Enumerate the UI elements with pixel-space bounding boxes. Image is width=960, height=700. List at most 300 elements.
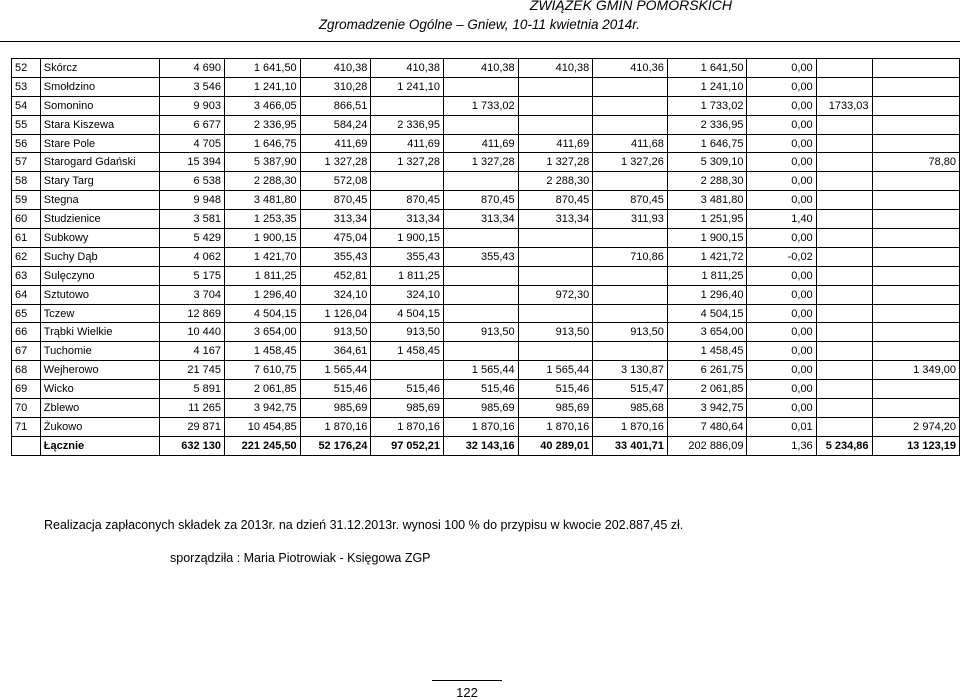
table-cell: 411,69 xyxy=(371,134,444,153)
table-cell: 3 654,00 xyxy=(224,323,300,342)
municipality-name: Studzienice xyxy=(40,210,160,229)
table-cell: 1 327,28 xyxy=(371,153,444,172)
table-cell: 1 251,95 xyxy=(667,210,747,229)
table-cell xyxy=(816,285,872,304)
table-cell: 324,10 xyxy=(371,285,444,304)
table-cell: 4 504,15 xyxy=(224,304,300,323)
page-number: 122 xyxy=(432,680,502,700)
table-cell: 3 546 xyxy=(160,77,225,96)
table-cell: 15 394 xyxy=(160,153,225,172)
table-cell xyxy=(593,77,668,96)
table-cell: -0,02 xyxy=(747,247,816,266)
table-cell: 324,10 xyxy=(300,285,371,304)
municipality-name: Starogard Gdański xyxy=(40,153,160,172)
table-row xyxy=(12,210,960,229)
table-cell xyxy=(816,59,872,78)
table-cell: 313,34 xyxy=(371,210,444,229)
table-cell: 7 610,75 xyxy=(224,361,300,380)
table-cell: 452,81 xyxy=(300,266,371,285)
table-cell: 1 870,16 xyxy=(371,417,444,436)
table-cell: 313,34 xyxy=(518,210,593,229)
table-cell: 3 654,00 xyxy=(667,323,747,342)
table-cell xyxy=(816,323,872,342)
table-cell xyxy=(593,342,668,361)
table-cell: 29 871 xyxy=(160,417,225,436)
table-cell xyxy=(872,229,959,248)
table-cell xyxy=(518,96,593,115)
table-cell xyxy=(872,342,959,361)
table-cell: 4 504,15 xyxy=(371,304,444,323)
table-cell xyxy=(816,361,872,380)
table-cell: 1,36 xyxy=(747,436,816,455)
table-cell: 1 421,70 xyxy=(224,247,300,266)
table-cell: 1 421,72 xyxy=(667,247,747,266)
table-cell: 1,40 xyxy=(747,210,816,229)
table-cell xyxy=(872,134,959,153)
table-row xyxy=(12,153,960,172)
table-cell: 1 349,00 xyxy=(872,361,959,380)
table-cell: 355,43 xyxy=(444,247,519,266)
table-cell: 4 167 xyxy=(160,342,225,361)
table-cell: 2 061,85 xyxy=(224,380,300,399)
table-cell xyxy=(816,417,872,436)
table-cell: 410,38 xyxy=(371,59,444,78)
table-cell: 13 123,19 xyxy=(872,436,959,455)
table-cell: 311,93 xyxy=(593,210,668,229)
table-row xyxy=(12,417,960,436)
table-cell: 1 900,15 xyxy=(371,229,444,248)
table-cell: 2 336,95 xyxy=(224,115,300,134)
table-cell: 5 175 xyxy=(160,266,225,285)
row-number: 65 xyxy=(12,304,41,323)
table-cell xyxy=(444,172,519,191)
table-cell xyxy=(518,229,593,248)
table-cell: 0,00 xyxy=(747,266,816,285)
table-cell: 515,46 xyxy=(371,380,444,399)
table-cell: 0,00 xyxy=(747,96,816,115)
table-row xyxy=(12,285,960,304)
table-cell: 40 289,01 xyxy=(518,436,593,455)
table-cell: 3 481,80 xyxy=(224,191,300,210)
table-cell: 985,69 xyxy=(444,399,519,418)
table-cell: 355,43 xyxy=(371,247,444,266)
table-cell: 4 062 xyxy=(160,247,225,266)
table-cell: 1 646,75 xyxy=(224,134,300,153)
table-cell: 1 733,02 xyxy=(444,96,519,115)
table-cell: 1 870,16 xyxy=(444,417,519,436)
table-cell: 1 870,16 xyxy=(300,417,371,436)
table-cell xyxy=(371,361,444,380)
table-cell xyxy=(444,342,519,361)
table-cell: 0,00 xyxy=(747,172,816,191)
table-cell: 9 903 xyxy=(160,96,225,115)
table-cell xyxy=(518,77,593,96)
org-title: ZWIĄZEK GMIN POMORSKICH xyxy=(529,0,732,13)
municipality-name: Wejherowo xyxy=(40,361,160,380)
row-number: 57 xyxy=(12,153,41,172)
table-cell: 870,45 xyxy=(300,191,371,210)
row-number: 68 xyxy=(12,361,41,380)
municipality-name: Stary Targ xyxy=(40,172,160,191)
table-cell: 310,28 xyxy=(300,77,371,96)
municipality-name: Subkowy xyxy=(40,229,160,248)
table-cell xyxy=(518,304,593,323)
table-cell: 221 245,50 xyxy=(224,436,300,455)
table-cell xyxy=(593,304,668,323)
table-cell: 584,24 xyxy=(300,115,371,134)
table-row xyxy=(12,134,960,153)
table-cell: 411,68 xyxy=(593,134,668,153)
table-row xyxy=(12,59,960,78)
table-cell xyxy=(593,266,668,285)
table-cell xyxy=(444,266,519,285)
table-cell xyxy=(518,342,593,361)
total-row xyxy=(12,436,960,455)
table-cell: 1 900,15 xyxy=(224,229,300,248)
municipality-name: Stegna xyxy=(40,191,160,210)
table-cell: 913,50 xyxy=(518,323,593,342)
table-cell xyxy=(872,323,959,342)
table-cell: 1 565,44 xyxy=(300,361,371,380)
table-cell xyxy=(872,304,959,323)
table-cell: 515,46 xyxy=(300,380,371,399)
table-cell xyxy=(444,285,519,304)
table-cell: 10 454,85 xyxy=(224,417,300,436)
table-cell: 1 811,25 xyxy=(371,266,444,285)
table-cell: 913,50 xyxy=(300,323,371,342)
table-row xyxy=(12,247,960,266)
row-number: 53 xyxy=(12,77,41,96)
payment-note: Realizacja zapłaconych składek za 2013r. na dzień 31.12.2013r. wynosi 100 % do przypisu w kwocie 202.887,45 zł. xyxy=(44,518,684,532)
table-cell: 410,38 xyxy=(444,59,519,78)
table-cell xyxy=(593,96,668,115)
municipality-name: Stare Pole xyxy=(40,134,160,153)
contributions-table xyxy=(11,58,960,456)
table-cell: 913,50 xyxy=(371,323,444,342)
table-cell xyxy=(518,247,593,266)
table-cell: 985,69 xyxy=(518,399,593,418)
row-number xyxy=(12,436,41,455)
table-cell: 5 891 xyxy=(160,380,225,399)
table-cell: 1 900,15 xyxy=(667,229,747,248)
table-cell xyxy=(816,77,872,96)
table-row xyxy=(12,266,960,285)
table-cell: 3 466,05 xyxy=(224,96,300,115)
table-cell: 985,69 xyxy=(300,399,371,418)
municipality-name: Skórcz xyxy=(40,59,160,78)
table-cell: 313,34 xyxy=(444,210,519,229)
table-cell: 12 869 xyxy=(160,304,225,323)
table-cell xyxy=(872,191,959,210)
table-cell xyxy=(816,134,872,153)
table-cell: 1 458,45 xyxy=(224,342,300,361)
table-cell: 0,00 xyxy=(747,77,816,96)
table-cell xyxy=(371,96,444,115)
row-number: 67 xyxy=(12,342,41,361)
table-cell: 1 870,16 xyxy=(518,417,593,436)
table-cell xyxy=(872,59,959,78)
municipality-name: Suchy Dąb xyxy=(40,247,160,266)
table-cell xyxy=(593,172,668,191)
table-row xyxy=(12,342,960,361)
table-cell: 1 241,10 xyxy=(667,77,747,96)
row-number: 70 xyxy=(12,399,41,418)
municipality-name: Sztutowo xyxy=(40,285,160,304)
table-cell: 866,51 xyxy=(300,96,371,115)
table-cell: 0,00 xyxy=(747,229,816,248)
table-cell: 6 261,75 xyxy=(667,361,747,380)
municipality-name: Łącznie xyxy=(40,436,160,455)
table-cell: 5 234,86 xyxy=(816,436,872,455)
table-cell: 0,00 xyxy=(747,380,816,399)
table-cell: 2 336,95 xyxy=(667,115,747,134)
table-cell: 1 296,40 xyxy=(667,285,747,304)
table-cell xyxy=(593,229,668,248)
table-cell: 410,38 xyxy=(518,59,593,78)
table-row xyxy=(12,96,960,115)
row-number: 66 xyxy=(12,323,41,342)
table-cell: 4 690 xyxy=(160,59,225,78)
table-cell: 572,08 xyxy=(300,172,371,191)
table-cell xyxy=(816,153,872,172)
table-row xyxy=(12,229,960,248)
table-cell: 632 130 xyxy=(160,436,225,455)
table-cell: 870,45 xyxy=(444,191,519,210)
table-cell: 3 130,87 xyxy=(593,361,668,380)
table-cell: 411,69 xyxy=(444,134,519,153)
table-cell: 0,00 xyxy=(747,59,816,78)
table-cell: 913,50 xyxy=(593,323,668,342)
table-cell: 1 565,44 xyxy=(444,361,519,380)
municipality-name: Stara Kiszewa xyxy=(40,115,160,134)
table-cell: 21 745 xyxy=(160,361,225,380)
table-cell: 1 327,26 xyxy=(593,153,668,172)
table-cell: 1 126,04 xyxy=(300,304,371,323)
table-cell: 0,00 xyxy=(747,399,816,418)
table-cell xyxy=(816,399,872,418)
table-cell: 3 581 xyxy=(160,210,225,229)
table-cell: 1 241,10 xyxy=(224,77,300,96)
table-body xyxy=(12,59,960,456)
table-row xyxy=(12,399,960,418)
table-cell: 1 458,45 xyxy=(371,342,444,361)
table-cell xyxy=(816,115,872,134)
table-cell: 1 811,25 xyxy=(667,266,747,285)
table-cell: 2 288,30 xyxy=(224,172,300,191)
row-number: 54 xyxy=(12,96,41,115)
table-cell: 1733,03 xyxy=(816,96,872,115)
row-number: 60 xyxy=(12,210,41,229)
table-cell: 4 705 xyxy=(160,134,225,153)
table-cell: 0,00 xyxy=(747,342,816,361)
table-cell: 5 429 xyxy=(160,229,225,248)
table-cell: 5 387,90 xyxy=(224,153,300,172)
municipality-name: Tuchomie xyxy=(40,342,160,361)
table-cell xyxy=(816,191,872,210)
municipality-name: Somonino xyxy=(40,96,160,115)
table-cell: 1 733,02 xyxy=(667,96,747,115)
table-cell: 6 538 xyxy=(160,172,225,191)
table-cell xyxy=(444,229,519,248)
table-cell xyxy=(444,77,519,96)
table-cell: 913,50 xyxy=(444,323,519,342)
table-cell: 5 309,10 xyxy=(667,153,747,172)
table-row xyxy=(12,77,960,96)
table-cell: 1 811,25 xyxy=(224,266,300,285)
table-cell xyxy=(816,380,872,399)
municipality-name: Trąbki Wielkie xyxy=(40,323,160,342)
table-cell: 6 677 xyxy=(160,115,225,134)
table-cell: 1 253,35 xyxy=(224,210,300,229)
row-number: 58 xyxy=(12,172,41,191)
row-number: 63 xyxy=(12,266,41,285)
table-cell xyxy=(816,342,872,361)
table-cell xyxy=(816,304,872,323)
municipality-name: Smołdzino xyxy=(40,77,160,96)
municipality-name: Żukowo xyxy=(40,417,160,436)
table-cell xyxy=(593,115,668,134)
row-number: 64 xyxy=(12,285,41,304)
table-cell: 475,04 xyxy=(300,229,371,248)
header-rule xyxy=(0,41,960,42)
table-cell xyxy=(444,304,519,323)
table-cell xyxy=(518,115,593,134)
table-cell xyxy=(816,172,872,191)
table-cell: 3 942,75 xyxy=(667,399,747,418)
table-cell: 2 288,30 xyxy=(667,172,747,191)
table-cell: 1 327,28 xyxy=(300,153,371,172)
table-row xyxy=(12,115,960,134)
table-cell: 710,86 xyxy=(593,247,668,266)
table-cell: 870,45 xyxy=(371,191,444,210)
table-cell: 1 241,10 xyxy=(371,77,444,96)
table-cell xyxy=(816,210,872,229)
table-cell: 313,34 xyxy=(300,210,371,229)
row-number: 62 xyxy=(12,247,41,266)
municipality-name: Zblewo xyxy=(40,399,160,418)
table-cell: 2 974,20 xyxy=(872,417,959,436)
table-row xyxy=(12,304,960,323)
table-cell: 2 061,85 xyxy=(667,380,747,399)
table-cell: 33 401,71 xyxy=(593,436,668,455)
table-cell xyxy=(872,172,959,191)
table-cell: 355,43 xyxy=(300,247,371,266)
table-row xyxy=(12,361,960,380)
signature-line: sporządziła : Maria Piotrowiak - Księgowa ZGP xyxy=(170,551,431,565)
table-cell: 515,47 xyxy=(593,380,668,399)
row-number: 55 xyxy=(12,115,41,134)
table-cell: 1 641,50 xyxy=(667,59,747,78)
table-cell: 0,01 xyxy=(747,417,816,436)
table-row xyxy=(12,323,960,342)
meeting-title: Zgromadzenie Ogólne – Gniew, 10-11 kwietnia 2014r. xyxy=(318,17,640,32)
table-cell: 1 458,45 xyxy=(667,342,747,361)
table-cell: 972,30 xyxy=(518,285,593,304)
table-cell: 364,61 xyxy=(300,342,371,361)
table-cell: 870,45 xyxy=(593,191,668,210)
table-cell: 870,45 xyxy=(518,191,593,210)
table-cell: 411,69 xyxy=(518,134,593,153)
table-cell xyxy=(444,115,519,134)
table-cell: 3 942,75 xyxy=(224,399,300,418)
table-cell: 985,68 xyxy=(593,399,668,418)
table-cell: 11 265 xyxy=(160,399,225,418)
table-cell: 78,80 xyxy=(872,153,959,172)
table-cell: 0,00 xyxy=(747,115,816,134)
table-cell xyxy=(816,229,872,248)
municipality-name: Tczew xyxy=(40,304,160,323)
row-number: 52 xyxy=(12,59,41,78)
table-cell: 0,00 xyxy=(747,285,816,304)
table-cell xyxy=(872,266,959,285)
table-cell xyxy=(816,266,872,285)
table-cell: 10 440 xyxy=(160,323,225,342)
table-cell xyxy=(371,172,444,191)
table-cell: 2 336,95 xyxy=(371,115,444,134)
row-number: 69 xyxy=(12,380,41,399)
municipality-name: Wicko xyxy=(40,380,160,399)
table-cell: 52 176,24 xyxy=(300,436,371,455)
table-cell: 1 327,28 xyxy=(518,153,593,172)
table-row xyxy=(12,380,960,399)
table-cell: 0,00 xyxy=(747,134,816,153)
table-cell: 1 646,75 xyxy=(667,134,747,153)
table-cell: 1 870,16 xyxy=(593,417,668,436)
table-cell: 410,38 xyxy=(300,59,371,78)
table-cell xyxy=(872,285,959,304)
table-cell: 985,69 xyxy=(371,399,444,418)
table-cell: 3 481,80 xyxy=(667,191,747,210)
table-cell xyxy=(518,266,593,285)
table-cell: 3 704 xyxy=(160,285,225,304)
table-cell xyxy=(872,399,959,418)
table-cell xyxy=(593,285,668,304)
table-row xyxy=(12,191,960,210)
row-number: 56 xyxy=(12,134,41,153)
table-cell xyxy=(872,210,959,229)
table-cell: 202 886,09 xyxy=(667,436,747,455)
table-cell: 515,46 xyxy=(444,380,519,399)
table-cell xyxy=(872,77,959,96)
table-cell: 1 327,28 xyxy=(444,153,519,172)
table-cell xyxy=(816,247,872,266)
table-cell: 4 504,15 xyxy=(667,304,747,323)
table-cell: 515,46 xyxy=(518,380,593,399)
table-cell xyxy=(872,380,959,399)
table-cell: 0,00 xyxy=(747,153,816,172)
table-cell: 32 143,16 xyxy=(444,436,519,455)
row-number: 59 xyxy=(12,191,41,210)
table-row xyxy=(12,172,960,191)
table-cell xyxy=(872,247,959,266)
table-cell: 0,00 xyxy=(747,361,816,380)
table-cell: 0,00 xyxy=(747,191,816,210)
municipality-name: Sulęczyno xyxy=(40,266,160,285)
table-cell: 9 948 xyxy=(160,191,225,210)
table-cell: 7 480,64 xyxy=(667,417,747,436)
table-cell xyxy=(872,96,959,115)
row-number: 71 xyxy=(12,417,41,436)
table-cell: 97 052,21 xyxy=(371,436,444,455)
row-number: 61 xyxy=(12,229,41,248)
table-cell: 2 288,30 xyxy=(518,172,593,191)
table-cell: 411,69 xyxy=(300,134,371,153)
table-cell: 1 565,44 xyxy=(518,361,593,380)
table-cell: 0,00 xyxy=(747,323,816,342)
table-cell: 0,00 xyxy=(747,304,816,323)
table-cell: 410,36 xyxy=(593,59,668,78)
table-cell: 1 641,50 xyxy=(224,59,300,78)
